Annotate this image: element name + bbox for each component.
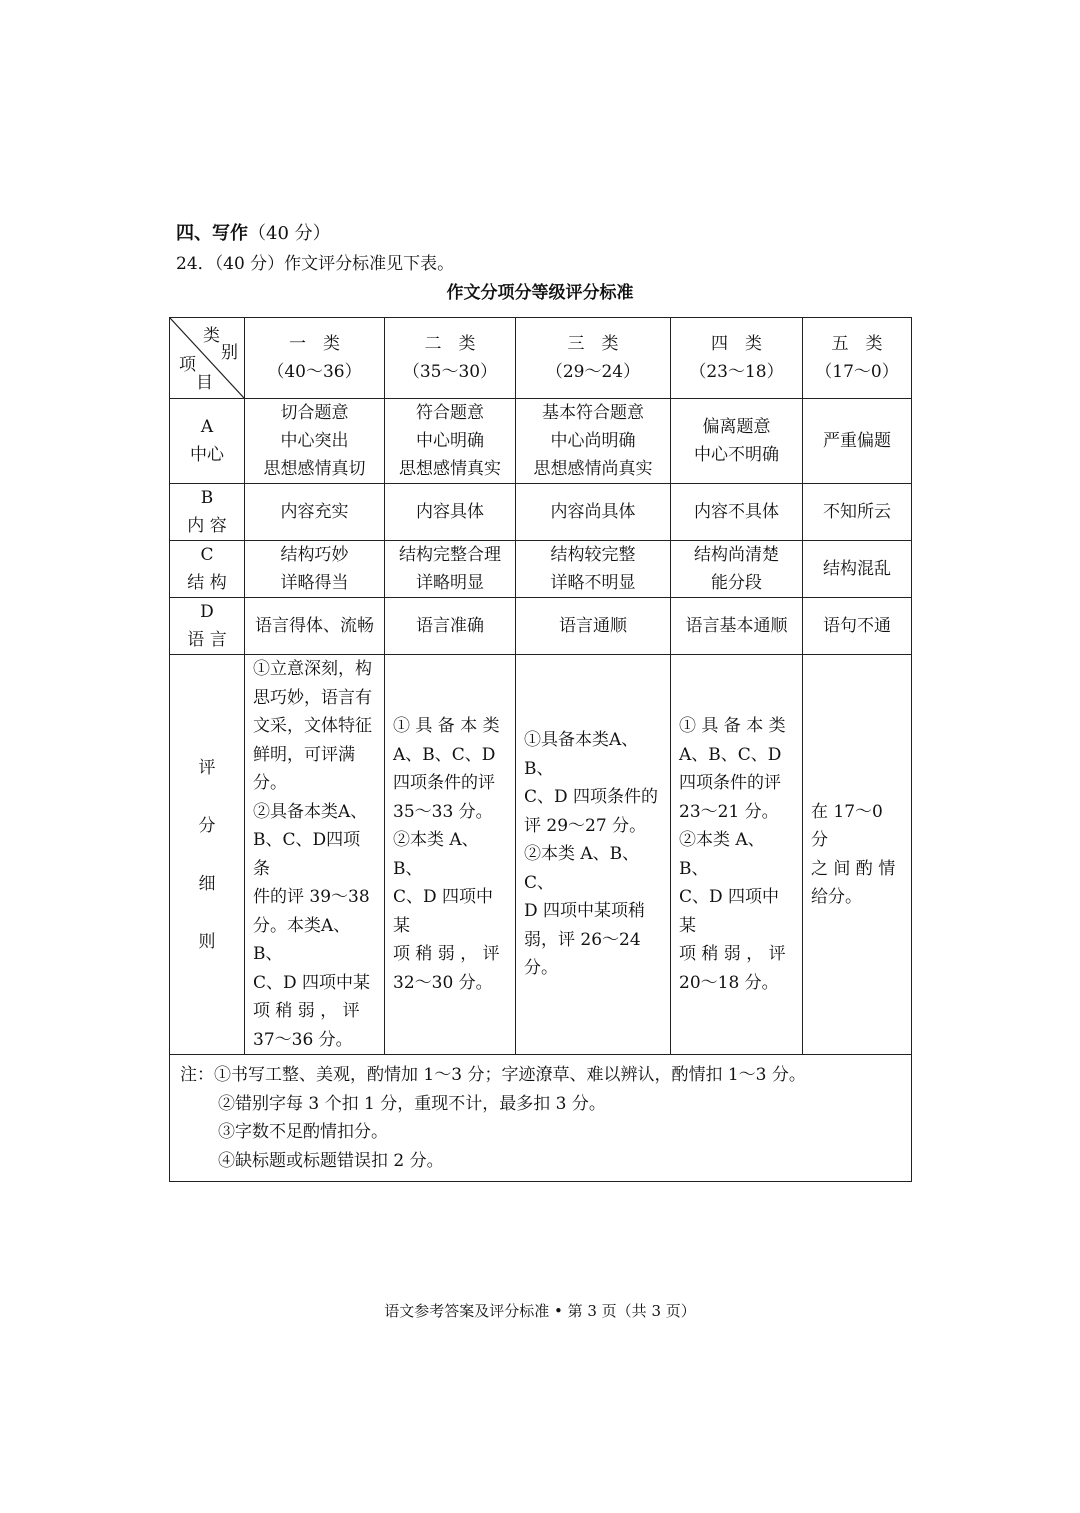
cell-line: 不知所云	[823, 502, 891, 522]
cell-line: 思巧妙，语言有	[253, 687, 372, 708]
cell	[803, 541, 912, 598]
detail-cell	[245, 655, 385, 1055]
page-footer: 语文参考答案及评分标准 • 第 3 页（共 3 页）	[384, 1302, 696, 1320]
cell-line: 鲜明，可评满	[253, 744, 355, 765]
cell-line: 内容不具体	[694, 502, 779, 522]
cell-line: 语言通顺	[559, 616, 627, 636]
row-content	[170, 484, 912, 541]
cell-line: 结构尚清楚	[694, 545, 779, 565]
cell-line: 中心明确	[416, 431, 484, 451]
cell-line: 中心不明确	[694, 445, 779, 465]
notes-row	[170, 1055, 912, 1182]
cell-line: 详略明显	[416, 573, 484, 593]
cell-line: 结构完整合理	[399, 545, 501, 565]
notes-cell	[170, 1055, 912, 1182]
cell-line: ②本类 A、B、C、	[524, 844, 640, 893]
cell-line: 项 稍 弱 ， 评	[253, 1001, 360, 1021]
cell-line: 35～33 分。	[393, 801, 493, 822]
corner-cell	[170, 318, 245, 399]
cell-line: 基本符合题意	[542, 403, 644, 423]
row-structure	[170, 541, 912, 598]
cell-line: 语言得体、流畅	[255, 616, 374, 636]
note-line: ④缺标题或标题错误扣 2 分。	[218, 1150, 444, 1171]
corner-label-xiang: 项	[179, 355, 196, 375]
row-label-content: B 内 容	[170, 484, 245, 541]
cell-line: 评 29～27 分。	[524, 815, 647, 836]
header-row	[170, 318, 912, 399]
cell-line: C、D 四项条件的	[524, 787, 659, 808]
section-title: 四、写作	[176, 223, 248, 244]
row-label-scoring-details: 评 分 细 则	[170, 655, 245, 1055]
cell	[245, 598, 385, 655]
cell	[803, 598, 912, 655]
cell-line: 分。	[253, 773, 287, 793]
class-header-3: 三 类 （29～24）	[516, 318, 671, 399]
cell-line: 23～21 分。	[679, 801, 779, 822]
cell-line: 项 稍 弱 ， 评	[393, 944, 500, 964]
row-scoring-details	[170, 655, 912, 1055]
question-text: 24．（40 分）作文评分标准见下表。	[176, 254, 455, 274]
cell-line: 给分。	[811, 887, 862, 907]
cell-line: 分。本类A、B、	[253, 915, 351, 964]
cell	[245, 541, 385, 598]
cell-line: 件的评 39～38	[253, 887, 370, 907]
note-line: 注：①书写工整、美观，酌情加 1～3 分；字迹潦草、难以辨认，酌情扣 1～3 分。	[180, 1065, 806, 1085]
cell-line: 20～18 分。	[679, 972, 779, 993]
cell-line: 内容充实	[280, 502, 349, 522]
class-header-2: 二 类 （35～30）	[385, 318, 516, 399]
cell-line: ①具备本类A、B、	[524, 730, 639, 779]
row-label-language: D 语 言	[170, 598, 245, 655]
cell-line: 符合题意	[416, 403, 484, 423]
cell-line: 文采，文体特征	[253, 716, 372, 736]
cell-line: ②具备本类A、	[253, 801, 368, 822]
cell	[671, 484, 803, 541]
cell-line: 思想感情尚真实	[533, 459, 653, 479]
rubric-table	[169, 317, 912, 1182]
row-center	[170, 399, 912, 484]
cell-line: 中心尚明确	[550, 431, 636, 451]
cell	[671, 541, 803, 598]
cell	[385, 541, 516, 598]
detail-cell	[671, 655, 803, 1055]
cell-line: 偏离题意	[702, 417, 771, 437]
cell-line: 语言基本通顺	[685, 616, 788, 636]
cell	[245, 484, 385, 541]
cell	[516, 399, 671, 484]
cell-line: ②本类 A、B、	[393, 830, 479, 879]
cell-line: B、C、D四项条	[253, 830, 361, 879]
cell-line: ① 具 备 本 类	[679, 716, 786, 736]
cell-line: 弱，评 26～24 分。	[524, 929, 641, 979]
cell-line: 四项条件的评	[679, 773, 781, 793]
cell-line: ① 具 备 本 类	[393, 716, 500, 736]
cell	[245, 399, 385, 484]
cell-line: ①立意深刻，构	[253, 659, 372, 679]
cell-line: 语言准确	[416, 616, 484, 636]
cell-line: 能分段	[711, 573, 762, 593]
cell-line: ②本类 A、B、	[679, 830, 765, 879]
cell-line: 结构较完整	[550, 545, 636, 565]
cell-line: D 四项中某项稍	[524, 901, 646, 922]
cell-line: 内容尚具体	[550, 502, 636, 522]
detail-cell	[516, 655, 671, 1055]
cell-line: 详略不明显	[550, 573, 636, 593]
cell-line: C、D 四项中某	[253, 972, 371, 993]
cell	[516, 484, 671, 541]
row-language	[170, 598, 912, 655]
cell-line: A、B、C、D	[679, 744, 782, 765]
row-label-structure: C 结 构	[170, 541, 245, 598]
cell-line: 内容具体	[416, 502, 484, 522]
cell-line: 四项条件的评	[393, 773, 495, 793]
cell	[385, 598, 516, 655]
detail-cell	[803, 655, 912, 1055]
cell	[385, 399, 516, 484]
cell-line: A、B、C、D	[393, 744, 496, 765]
cell-line: 在 17～0 分	[811, 801, 883, 850]
cell	[516, 541, 671, 598]
cell-line: 结构混乱	[823, 559, 891, 579]
cell-line: 32～30 分。	[393, 972, 493, 993]
class-header-5: 五 类 （17～0）	[803, 318, 912, 399]
cell-line: 严重偏题	[823, 431, 891, 451]
section-score: （40 分）	[248, 223, 331, 244]
cell	[671, 399, 803, 484]
cell-line: 中心突出	[280, 431, 349, 451]
detail-cell	[385, 655, 516, 1055]
note-line: ③字数不足酌情扣分。	[218, 1122, 388, 1142]
cell-line: 结构巧妙	[280, 545, 349, 565]
cell-line: 之 间 酌 情	[811, 858, 896, 879]
corner-label-lei: 类	[203, 326, 220, 346]
note-line: ②错别字每 3 个扣 1 分，重现不计，最多扣 3 分。	[218, 1093, 606, 1114]
cell-line: 思想感情真切	[263, 459, 366, 479]
cell-line: 切合题意	[280, 403, 349, 423]
cell-line: 详略得当	[280, 573, 349, 593]
cell	[803, 484, 912, 541]
cell	[385, 484, 516, 541]
cell-line: 语句不通	[823, 616, 891, 636]
class-header-1: 一 类 （40～36）	[245, 318, 385, 399]
cell	[803, 399, 912, 484]
section-heading	[176, 219, 331, 245]
cell	[516, 598, 671, 655]
cell-line: 项 稍 弱 ， 评	[679, 944, 786, 964]
cell	[671, 598, 803, 655]
cell-line: C、D 四项中某	[393, 887, 494, 936]
class-header-4: 四 类 （23～18）	[671, 318, 803, 399]
cell-line: C、D 四项中某	[679, 887, 780, 936]
cell-line: 37～36 分。	[253, 1029, 353, 1050]
row-label-center: A 中心	[170, 399, 245, 484]
table-title: 作文分项分等级评分标准	[446, 283, 634, 303]
cell-line: 思想感情真实	[399, 459, 501, 479]
corner-label-mu: 目	[196, 373, 213, 393]
corner-label-bie: 别	[221, 343, 238, 363]
